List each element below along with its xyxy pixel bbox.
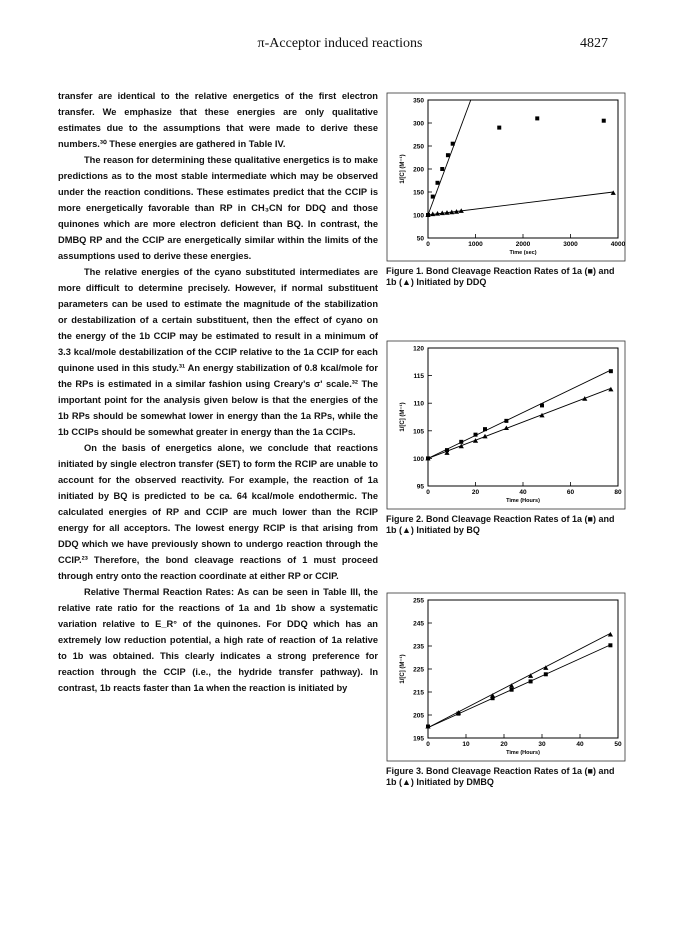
paragraph-2: The reason for determining these qualitative energetics is to make predictions as to the most stable intermediate which may be observed under the reaction conditions. These estimates predict that the CCIP is more energetically favorable than RP in CH₃CN for DDQ and those quinones which are more electron deficient than BQ. In contrast, the DMBQ RP and the CCIP are energetically similar within the limits of the assumptions used to derive these energies.: [58, 155, 378, 261]
x-tick-label: 10: [462, 741, 470, 748]
figure-3-plot: [386, 592, 626, 762]
fit-line-square: [428, 645, 610, 728]
x-tick-label: 30: [538, 741, 546, 748]
plot-area: [428, 348, 618, 486]
y-tick-label: 195: [413, 735, 424, 743]
data-point-square: [609, 369, 613, 373]
x-tick-label: 1000: [468, 241, 483, 248]
plot-area: [428, 600, 618, 738]
data-point-square: [602, 119, 606, 123]
x-tick-label: 60: [566, 489, 575, 496]
paragraph-4: On the basis of energetics alone, we conclude that reactions initiated by single electron transfer (SET) to form the RCIP are unable to account for the observed reactivity. For example, the reaction of 1a initiated by BQ is predicted to be ca. 64 kcal/mole endothermic. The calculated energies of RP and CCIP are much lower than the RCIP energy for all acceptors. The lowest energy RCIP is that arising from DDQ which we have previously shown to undergo reaction through the CCIP.²³ Therefore, the bond cleavage reactions of 1 must proceed through entry onto the reaction coordinate at either RP or CCIP.: [58, 443, 378, 581]
x-tick-label: 3000: [563, 241, 578, 248]
data-point-square: [459, 440, 463, 444]
figure-3-caption: Figure 3. Bond Cleavage Reaction Rates of 1a (■) and 1b (▲) Initiated by DMBQ: [386, 766, 615, 787]
y-tick-label: 250: [413, 143, 424, 151]
x-tick-label: 80: [614, 489, 622, 496]
x-tick-label: 40: [576, 741, 584, 748]
y-tick-label: 215: [413, 689, 424, 697]
y-tick-label: 50: [416, 235, 424, 243]
plot-area: [428, 100, 618, 238]
y-tick-label: 225: [413, 666, 424, 674]
figure-1-plot: [386, 92, 626, 262]
y-axis-label: 1/[C] (M⁻¹): [400, 154, 406, 184]
y-tick-label: 255: [413, 597, 424, 605]
x-tick-label: 20: [500, 741, 508, 748]
x-tick-label: 0: [426, 241, 430, 248]
y-tick-label: 105: [413, 428, 424, 436]
figure-2: [386, 340, 626, 536]
data-point-square: [497, 126, 501, 130]
x-tick-label: 50: [614, 741, 622, 748]
paragraph-1: transfer are identical to the relative energetics of the first electron transfer. We emphasize that these energies are only qualitative estimates due to the assumptions that were made to derive these numbers.³⁰ These energies are gathered in Table IV.: [58, 91, 378, 149]
y-tick-label: 205: [413, 712, 424, 720]
x-axis-label: Time (Hours): [506, 498, 540, 504]
page-number: 4827: [580, 36, 608, 51]
data-point-square: [608, 643, 612, 647]
data-point-square: [451, 142, 455, 146]
y-tick-label: 100: [413, 455, 424, 463]
figure-1: [386, 92, 626, 288]
data-point-square: [483, 427, 487, 431]
x-axis-label: Time (Hours): [506, 750, 540, 756]
y-tick-label: 300: [413, 120, 424, 128]
x-tick-label: 40: [519, 489, 527, 496]
x-tick-label: 20: [471, 489, 480, 496]
figure-2-plot: [386, 340, 626, 510]
y-tick-label: 235: [413, 643, 424, 651]
y-tick-label: 115: [413, 373, 424, 381]
data-point-square: [544, 672, 548, 676]
x-tick-label: 2000: [515, 241, 531, 248]
x-tick-label: 4000: [610, 241, 626, 248]
y-tick-label: 245: [413, 620, 424, 628]
figure-2-caption: Figure 2. Bond Cleavage Reaction Rates of 1a (■) and 1b (▲) Initiated by BQ: [386, 514, 615, 535]
data-point-square: [431, 195, 435, 199]
data-point-triangle: [582, 396, 587, 401]
data-point-square: [446, 153, 450, 157]
fit-line-square: [428, 370, 611, 458]
y-tick-label: 200: [413, 166, 424, 174]
x-tick-label: 0: [426, 489, 430, 496]
data-point-square: [535, 116, 539, 120]
y-tick-label: 120: [413, 345, 424, 353]
data-point-square: [504, 419, 508, 423]
figure-1-caption: Figure 1. Bond Cleavage Reaction Rates of 1a (■) and 1b (▲) Initiated by DDQ: [386, 266, 615, 287]
y-tick-label: 110: [413, 400, 424, 408]
data-point-square: [474, 433, 478, 437]
running-title: π-Acceptor induced reactions: [257, 36, 423, 51]
paragraph-5: Relative Thermal Reaction Rates: As can be seen in Table III, the relative rate ratio for the reactions of 1a and 1b show a systematic variation relative to E_R° of the quinones. For DDQ which has an extremely low reduction potential, a high rate of reaction of 1a relative to 1b was obtained. This clearly indicates a strong preference for reaction through the CCIP (i.e., the hydride transfer pathway). In contrast, 1b reacts faster than 1a when the reaction is initiated by: [58, 587, 378, 693]
data-point-square: [540, 403, 544, 407]
data-point-square: [436, 181, 440, 185]
y-tick-label: 350: [413, 97, 424, 105]
data-point-square: [510, 688, 514, 692]
y-tick-label: 150: [413, 189, 424, 197]
body-text-column: [58, 88, 378, 696]
x-axis-label: Time (sec): [509, 250, 537, 256]
figure-3: [386, 592, 626, 788]
x-tick-label: 0: [426, 741, 430, 748]
data-point-square: [440, 167, 444, 171]
y-tick-label: 100: [413, 212, 424, 220]
y-axis-label: 1/[C] (M⁻¹): [400, 654, 406, 684]
paragraph-3: The relative energies of the cyano substituted intermediates are more difficult to determine precisely. However, if normal substituent parameters can be used to estimate the magnitude of the stabilization or destabilization of a certain substituent, then the effect of cyano on the energy of the 1b CCIP may be estimated to result in a minimum of 3.3 kcal/mole destabilization of the CCIP relative to the 1a CCIP for each quinone used in this study.³¹ An energy stabilization of 0.8 kcal/mole for the RPs is estimated in a similar fashion using Creary's σ' scale.³² The important point for the analysis given below is that the energies of the 1b RPs should be somewhat lower in energy than the 1a RPs, while the 1b CCIPs should be somewhat greater in energy than the 1a CCIPs.: [58, 267, 378, 437]
y-axis-label: 1/[C] (M⁻¹): [400, 402, 406, 432]
fit-line-triangle: [428, 633, 610, 727]
y-tick-label: 95: [416, 483, 424, 491]
data-point-square: [529, 679, 533, 683]
